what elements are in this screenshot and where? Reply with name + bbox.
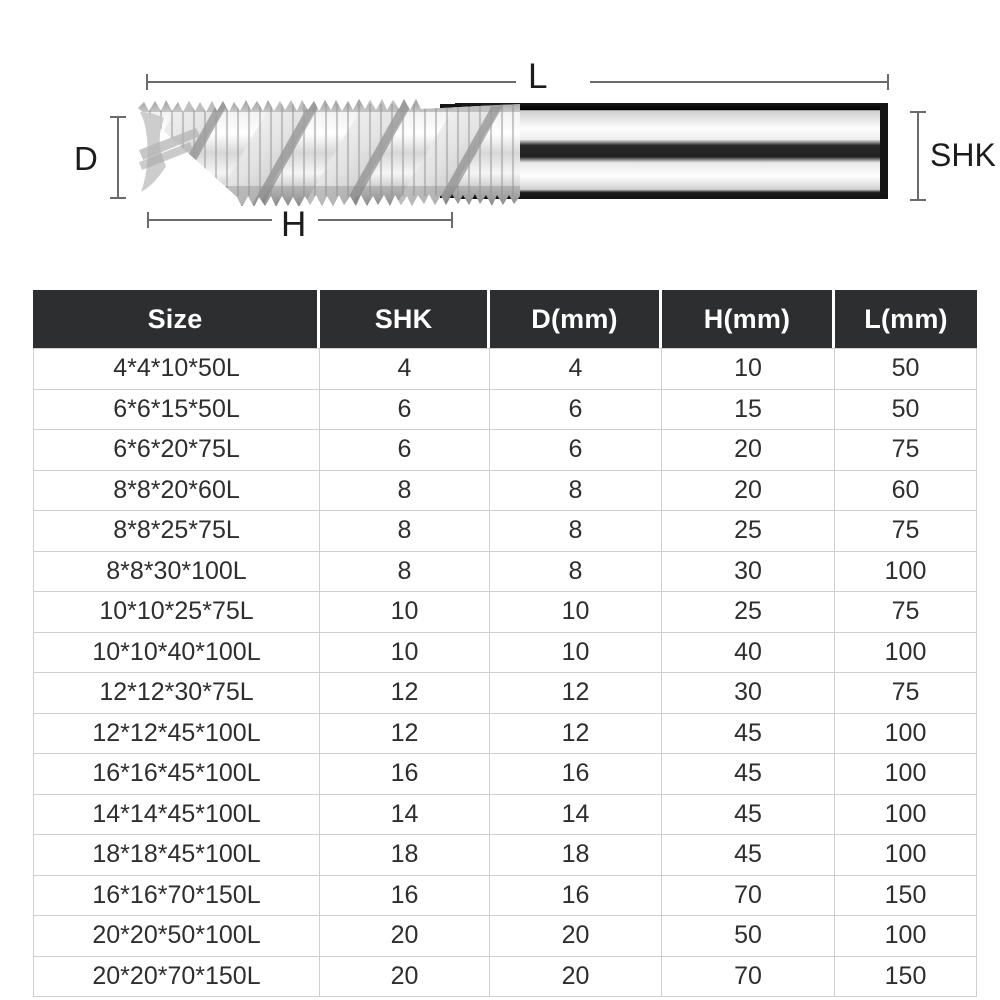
cell-h: 10 [662,348,835,390]
cell-h: 70 [662,876,835,917]
cell-shk: 16 [320,754,490,795]
column-header-shk: SHK [320,290,490,348]
cell-h: 70 [662,957,835,998]
cell-shk: 6 [320,430,490,471]
cell-d: 10 [490,633,662,674]
cell-l: 75 [835,430,977,471]
cell-size: 20*20*50*100L [33,916,320,957]
dimension-label-diameter: D [74,140,98,177]
cell-size: 20*20*70*150L [33,957,320,998]
cell-l: 100 [835,916,977,957]
dimension-L [147,74,888,90]
cell-shk: 12 [320,714,490,755]
cell-size: 6*6*15*50L [33,390,320,431]
column-header-d-mm: D(mm) [490,290,662,348]
end-mill-illustration [0,0,1000,280]
cell-size: 10*10*25*75L [33,592,320,633]
table-row [33,916,977,957]
cell-size: 12*12*45*100L [33,714,320,755]
cell-h: 30 [662,552,835,593]
cell-l: 150 [835,876,977,917]
table-row [33,633,977,674]
cell-h: 25 [662,511,835,552]
cell-shk: 20 [320,916,490,957]
cell-shk: 10 [320,633,490,674]
cell-l: 75 [835,592,977,633]
cell-h: 45 [662,835,835,876]
cell-l: 75 [835,511,977,552]
table-row [33,957,977,998]
table-header-row [33,290,977,348]
cell-l: 100 [835,754,977,795]
dimension-label-shank: SHK [930,137,996,173]
cell-shk: 14 [320,795,490,836]
cell-size: 16*16*70*150L [33,876,320,917]
cell-l: 100 [835,835,977,876]
table-row [33,471,977,512]
cell-h: 15 [662,390,835,431]
cell-shk: 6 [320,390,490,431]
cell-d: 8 [490,552,662,593]
cell-l: 50 [835,348,977,390]
cell-l: 50 [835,390,977,431]
cell-h: 25 [662,592,835,633]
table-row [33,430,977,471]
cell-shk: 16 [320,876,490,917]
cell-l: 60 [835,471,977,512]
cell-h: 20 [662,471,835,512]
product-technical-diagram [0,0,1000,280]
dimension-label-flute-length: H [281,205,307,244]
dimension-label-length: L [528,57,548,96]
fluted-cutting-section [120,95,530,206]
cell-d: 20 [490,916,662,957]
cell-shk: 18 [320,835,490,876]
cell-size: 18*18*45*100L [33,835,320,876]
table-row [33,592,977,633]
table-row [33,835,977,876]
cell-l: 150 [835,957,977,998]
cell-shk: 10 [320,592,490,633]
cell-d: 12 [490,673,662,714]
cell-shk: 4 [320,348,490,390]
cell-shk: 20 [320,957,490,998]
table-row [33,390,977,431]
cell-d: 18 [490,835,662,876]
cell-d: 12 [490,714,662,755]
column-header-l-mm: L(mm) [835,290,977,348]
cell-d: 4 [490,348,662,390]
cell-d: 6 [490,430,662,471]
cell-d: 14 [490,795,662,836]
column-header-h-mm: H(mm) [662,290,835,348]
cell-shk: 8 [320,552,490,593]
cell-size: 6*6*20*75L [33,430,320,471]
cell-size: 16*16*45*100L [33,754,320,795]
cell-shk: 8 [320,471,490,512]
cell-size: 14*14*45*100L [33,795,320,836]
table-header [33,290,977,348]
cell-size: 8*8*30*100L [33,552,320,593]
dimension-D [110,117,126,198]
cell-size: 10*10*40*100L [33,633,320,674]
table-body [33,348,977,997]
cell-l: 75 [835,673,977,714]
cell-d: 16 [490,876,662,917]
cell-size: 8*8*25*75L [33,511,320,552]
cell-h: 30 [662,673,835,714]
cell-shk: 12 [320,673,490,714]
cell-h: 45 [662,754,835,795]
cell-h: 50 [662,916,835,957]
cell-d: 16 [490,754,662,795]
cell-size: 8*8*20*60L [33,471,320,512]
cell-l: 100 [835,552,977,593]
cell-d: 20 [490,957,662,998]
table-row [33,348,977,390]
cell-h: 45 [662,795,835,836]
table-row [33,714,977,755]
table-row [33,754,977,795]
cell-h: 45 [662,714,835,755]
cell-shk: 8 [320,511,490,552]
cell-l: 100 [835,714,977,755]
specification-table [33,290,977,997]
table-row [33,795,977,836]
cell-l: 100 [835,795,977,836]
table-row [33,552,977,593]
dimension-SHK [910,112,926,200]
table-row [33,511,977,552]
cell-d: 8 [490,471,662,512]
cell-d: 8 [490,511,662,552]
cell-d: 10 [490,592,662,633]
table-row [33,876,977,917]
cell-size: 12*12*30*75L [33,673,320,714]
column-header-size: Size [33,290,320,348]
cell-size: 4*4*10*50L [33,348,320,390]
table-row [33,673,977,714]
cell-d: 6 [490,390,662,431]
cell-h: 40 [662,633,835,674]
cell-h: 20 [662,430,835,471]
cell-l: 100 [835,633,977,674]
